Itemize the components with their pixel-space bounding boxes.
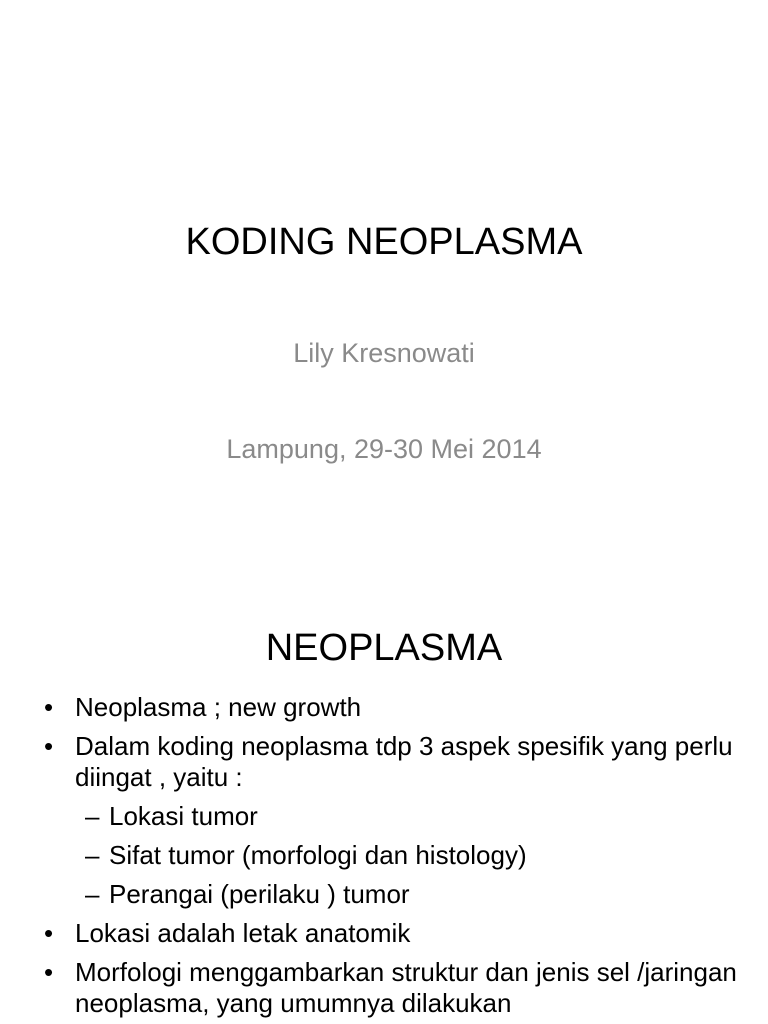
sub-bullet-text: Lokasi tumor	[109, 801, 258, 831]
sub-bullet-text: Sifat tumor (morfologi dan histology)	[109, 840, 527, 870]
place-date: Lampung, 29-30 Mei 2014	[226, 434, 542, 464]
sub-bullet-text: Perangai (perilaku ) tumor	[109, 879, 410, 909]
dash-icon: –	[85, 801, 100, 831]
bullet-text: Dalam koding neoplasma tdp 3 aspek spesifik yang perlu diingat , yaitu :	[75, 731, 733, 792]
slide-neoplasma	[0, 576, 768, 1024]
bullet-item	[44, 957, 744, 1019]
bullet-icon: •	[44, 692, 54, 722]
dash-icon: –	[85, 879, 100, 909]
sub-bullet-item	[75, 879, 744, 910]
bullet-icon: •	[44, 957, 54, 987]
bullet-text: Lokasi adalah letak anatomik	[75, 918, 411, 948]
bullet-item	[44, 731, 744, 910]
author-name: Lily Kresnowati	[293, 338, 475, 368]
sub-bullet-item	[75, 840, 744, 871]
bullet-list	[44, 692, 744, 1024]
slide-heading: NEOPLASMA	[265, 627, 503, 669]
bullet-icon: •	[44, 731, 54, 761]
bullet-text: Neoplasma ; new growth	[75, 692, 362, 722]
dash-icon: –	[85, 840, 100, 870]
sub-bullet-list	[75, 801, 744, 910]
bullet-text: Morfologi menggambarkan struktur dan jenis sel /jaringan neoplasma, yang umumnya dilakukan	[75, 957, 737, 1018]
bullet-item	[44, 918, 744, 949]
bullet-item	[44, 692, 744, 723]
sub-bullet-item	[75, 801, 744, 832]
slide-title-heading: KODING NEOPLASMA	[185, 221, 583, 263]
bullet-icon: •	[44, 918, 54, 948]
